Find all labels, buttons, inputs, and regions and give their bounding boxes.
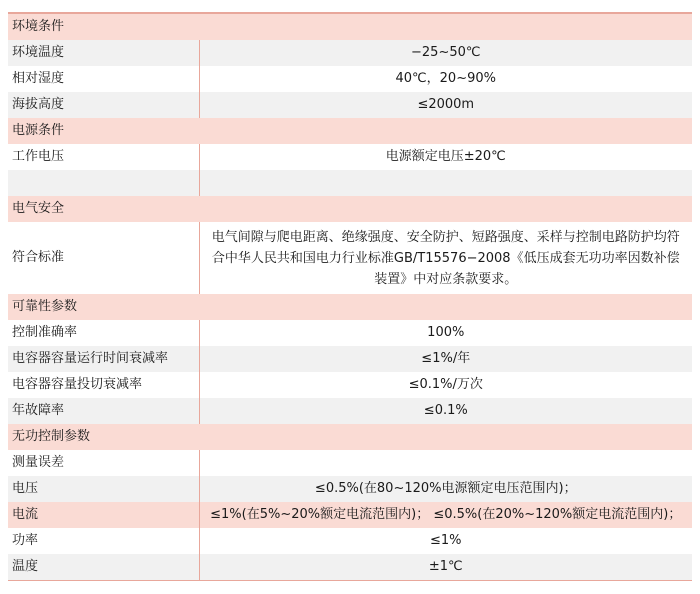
- row-label: 环境温度: [8, 40, 199, 66]
- row-value: 100%: [199, 320, 692, 346]
- row-label: 海拔高度: [8, 92, 199, 118]
- table-row: [8, 528, 692, 554]
- row-label: 工作电压: [8, 144, 199, 170]
- row-value: ≤0.1%/万次: [199, 372, 692, 398]
- table-row: [8, 170, 692, 196]
- row-label: 电压: [8, 476, 199, 502]
- row-label: 控制准确率: [8, 320, 199, 346]
- section-title: 可靠性参数: [8, 294, 692, 320]
- table-row: [8, 40, 692, 66]
- section-title: 电源条件: [8, 118, 692, 144]
- section-header: [8, 294, 692, 320]
- row-value: ≤1%: [199, 528, 692, 554]
- row-value: 电气间隙与爬电距离、绝缘强度、安全防护、短路强度、采样与控制电路防护均符合中华人民共和国电力行业标准GB/T15576−2008《低压成套无功功率因数补偿装置》中对应条款要求。: [199, 222, 692, 294]
- section-title: 无功控制参数: [8, 424, 692, 450]
- row-label: 电容器容量运行时间衰减率: [8, 346, 199, 372]
- table-row: [8, 476, 692, 502]
- row-label: 符合标准: [8, 222, 199, 294]
- table-row: [8, 450, 692, 476]
- row-value: −25~50℃: [199, 40, 692, 66]
- row-value: 40℃，20~90%: [199, 66, 692, 92]
- row-label: 电流: [8, 502, 199, 528]
- row-label: 年故障率: [8, 398, 199, 424]
- table-row: [8, 144, 692, 170]
- table-row: [8, 372, 692, 398]
- row-label: 温度: [8, 554, 199, 581]
- table-row: [8, 92, 692, 118]
- section-header: [8, 14, 692, 40]
- table-row: [8, 346, 692, 372]
- section-title: 环境条件: [8, 14, 692, 40]
- row-value: ≤1%(在5%~20%额定电流范围内)； ≤0.5%(在20%~120%额定电流范围内)；: [199, 502, 692, 528]
- table-row: [8, 502, 692, 528]
- row-value: 电源额定电压±20℃: [199, 144, 692, 170]
- section-header: [8, 196, 692, 222]
- table-row: [8, 554, 692, 581]
- table-row: [8, 66, 692, 92]
- row-value: ≤0.5%(在80~120%电源额定电压范围内)；: [199, 476, 692, 502]
- row-label: 功率: [8, 528, 199, 554]
- section-header: [8, 118, 692, 144]
- spec-table: [8, 14, 692, 581]
- table-row: [8, 398, 692, 424]
- row-label: [8, 170, 199, 196]
- row-value: ≤2000m: [199, 92, 692, 118]
- table-row: [8, 320, 692, 346]
- row-value: ±1℃: [199, 554, 692, 581]
- row-label: 电容器容量投切衰减率: [8, 372, 199, 398]
- row-value: ≤1%/年: [199, 346, 692, 372]
- row-value: [199, 170, 692, 196]
- section-header: [8, 424, 692, 450]
- row-value: [199, 450, 692, 476]
- table-row: [8, 222, 692, 294]
- row-label: 测量误差: [8, 450, 199, 476]
- section-title: 电气安全: [8, 196, 692, 222]
- row-label: 相对湿度: [8, 66, 199, 92]
- row-value: ≤0.1%: [199, 398, 692, 424]
